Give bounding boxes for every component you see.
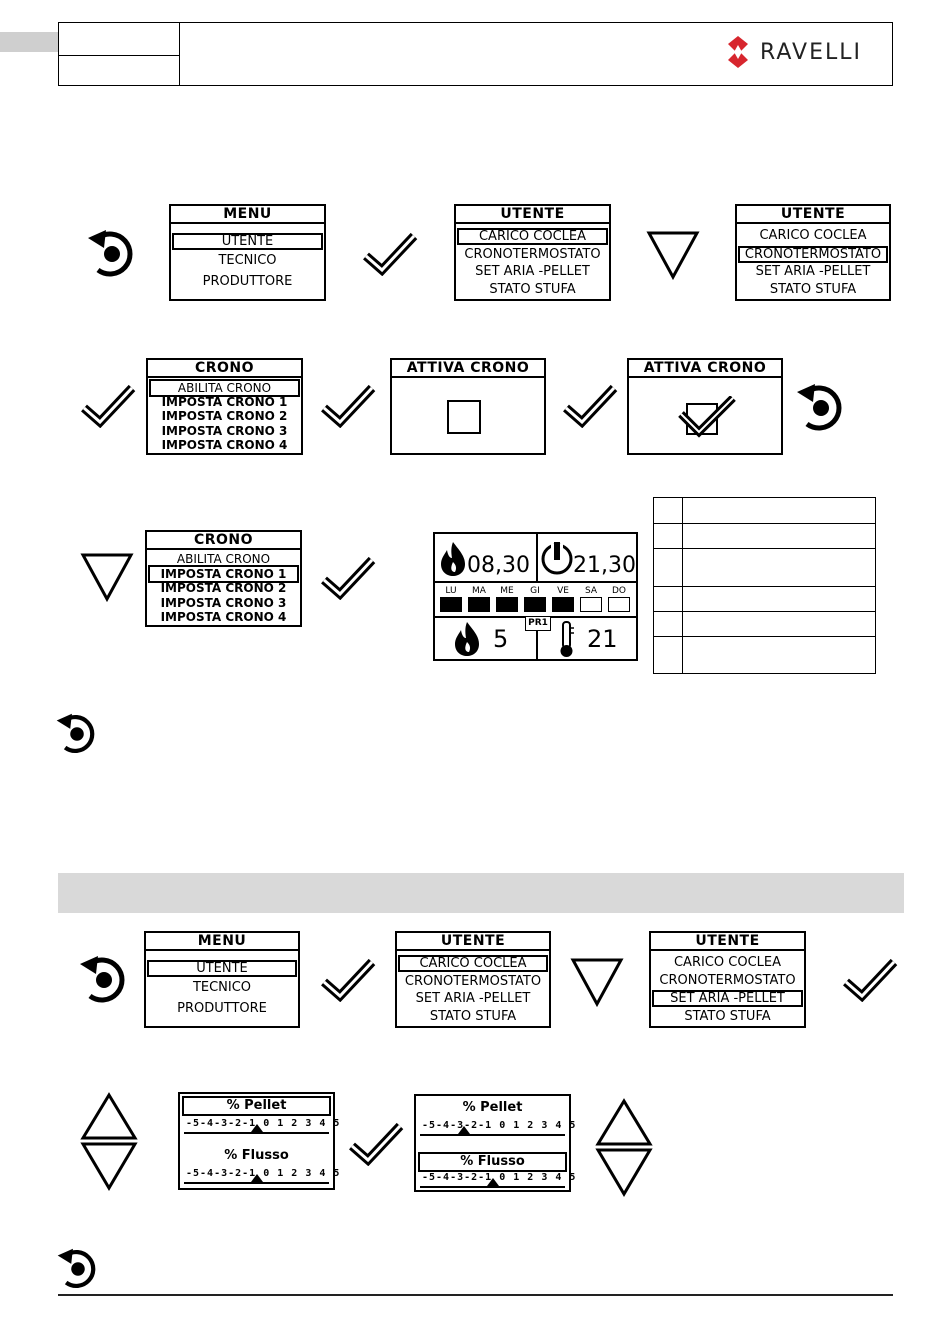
crono-item-imposta-4[interactable]: IMPOSTA CRONO 4 <box>160 610 287 624</box>
table-row <box>654 523 875 549</box>
utente-item-crono[interactable]: CRONOTERMOSTATO <box>464 247 601 262</box>
back-icon <box>795 382 847 434</box>
day-cell <box>579 586 603 614</box>
utente-item-stato[interactable]: STATO STUFA <box>769 282 857 297</box>
lcd-menu <box>169 204 326 301</box>
program-badge: PR1 <box>525 616 551 631</box>
pellet-scale: -5-4-3-2-1 0 1 2 3 4 5 <box>422 1120 577 1131</box>
lcd-title: CRONO <box>147 532 300 550</box>
day-label: SA <box>584 586 598 596</box>
crono-item-abilita[interactable]: ABILITA CRONO <box>176 552 271 566</box>
crono-item-abilita[interactable]: ABILITA CRONO <box>149 379 300 397</box>
utente-item-set-aria[interactable]: SET ARIA -PELLET <box>652 990 803 1007</box>
flusso-marker[interactable] <box>251 1174 263 1182</box>
crono-item-imposta-2[interactable]: IMPOSTA CRONO 2 <box>160 581 287 595</box>
menu-item-tecnico[interactable]: TECNICO <box>218 253 277 268</box>
crono-item-imposta-1[interactable]: IMPOSTA CRONO 1 <box>161 395 288 409</box>
flusso-scale: -5-4-3-2-1 0 1 2 3 4 5 <box>186 1168 341 1179</box>
day-label: LU <box>445 586 457 596</box>
pellet-marker[interactable] <box>458 1126 470 1134</box>
utente-item-stato[interactable]: STATO STUFA <box>489 282 576 297</box>
day-inactive-box <box>580 597 602 612</box>
utente-item-set-aria[interactable]: SET ARIA -PELLET <box>475 264 590 279</box>
down-arrow-icon <box>80 552 134 602</box>
utente-item-carico[interactable]: CARICO COCLEA <box>457 228 608 245</box>
checked-checkbox-icon[interactable] <box>677 396 737 438</box>
day-inactive-box <box>608 597 630 612</box>
day-label: GI <box>530 586 540 596</box>
check-icon <box>320 956 376 1002</box>
day-cell <box>495 586 519 614</box>
flusso-scale: -5-4-3-2-1 0 1 2 3 4 5 <box>422 1172 577 1183</box>
day-label: ME <box>500 586 514 596</box>
lcd-utente-3 <box>395 931 551 1028</box>
day-active-box <box>496 597 518 612</box>
lcd-attiva-on <box>627 358 783 455</box>
power-level: 5 <box>493 625 509 653</box>
utente-item-set-aria[interactable]: SET ARIA -PELLET <box>755 264 871 279</box>
lcd-title: MENU <box>171 206 324 224</box>
table-row <box>654 548 875 587</box>
lcd-slider-2 <box>414 1094 577 1192</box>
on-time: 08,30 <box>467 553 530 578</box>
day-active-box <box>524 597 546 612</box>
crono-item-imposta-3[interactable]: IMPOSTA CRONO 3 <box>161 424 288 438</box>
section-header-bar <box>58 873 904 913</box>
utente-item-crono[interactable]: CRONOTERMOSTATO <box>738 246 888 263</box>
check-icon <box>842 956 898 1002</box>
flusso-label: % Flusso <box>224 1148 289 1163</box>
lcd-title: ATTIVA CRONO <box>392 360 544 378</box>
lcd-status <box>433 532 638 661</box>
day-active-box <box>468 597 490 612</box>
flame-icon <box>439 540 467 578</box>
flusso-label-selected[interactable]: % Flusso <box>418 1152 567 1172</box>
menu-item-produttore[interactable]: PRODUTTORE <box>177 1001 267 1016</box>
lcd-title: UTENTE <box>651 933 804 951</box>
days-row <box>439 586 634 614</box>
crono-item-imposta-2[interactable]: IMPOSTA CRONO 2 <box>161 409 288 423</box>
pellet-label: % Pellet <box>462 1100 523 1115</box>
crono-item-imposta-1[interactable]: IMPOSTA CRONO 1 <box>148 565 299 583</box>
temperature: 21 <box>587 625 618 653</box>
utente-item-crono[interactable]: CRONOTERMOSTATO <box>659 973 796 988</box>
lcd-crono-2 <box>145 530 302 627</box>
lcd-menu-2 <box>144 931 300 1028</box>
day-label: VE <box>557 586 569 596</box>
lcd-title: UTENTE <box>397 933 549 951</box>
lcd-title: UTENTE <box>737 206 889 224</box>
lcd-utente-1 <box>454 204 611 301</box>
check-icon <box>320 554 376 600</box>
flusso-marker[interactable] <box>487 1178 499 1186</box>
brand-name: RAVELLI <box>760 40 862 65</box>
pellet-marker[interactable] <box>251 1124 263 1132</box>
crono-item-imposta-4[interactable]: IMPOSTA CRONO 4 <box>161 438 288 452</box>
day-active-box <box>552 597 574 612</box>
check-icon <box>362 230 418 276</box>
lcd-slider-1 <box>178 1092 341 1190</box>
lcd-utente-4 <box>649 931 806 1028</box>
check-icon <box>348 1120 404 1166</box>
table-row <box>654 586 875 612</box>
pellet-scale: -5-4-3-2-1 0 1 2 3 4 5 <box>186 1118 341 1129</box>
brand-logo <box>726 34 876 70</box>
menu-item-produttore[interactable]: PRODUTTORE <box>202 274 293 289</box>
utente-item-carico[interactable]: CARICO COCLEA <box>759 228 867 243</box>
down-arrow-icon <box>569 957 625 1007</box>
lcd-title: ATTIVA CRONO <box>629 360 781 378</box>
flame-icon <box>453 620 481 658</box>
page-tab <box>0 32 58 52</box>
table-row <box>654 498 875 524</box>
check-icon <box>80 382 136 428</box>
back-icon <box>56 1247 100 1291</box>
lcd-title: UTENTE <box>456 206 609 224</box>
back-icon <box>78 954 130 1006</box>
back-icon <box>86 228 138 280</box>
empty-checkbox[interactable] <box>447 400 481 434</box>
table-row <box>654 611 875 637</box>
menu-item-utente[interactable]: UTENTE <box>172 233 323 250</box>
utente-item-carico[interactable]: CARICO COCLEA <box>398 955 548 972</box>
day-cell <box>607 586 631 614</box>
up-down-arrows-icon <box>595 1098 653 1198</box>
crono-item-imposta-3[interactable]: IMPOSTA CRONO 3 <box>160 596 287 610</box>
menu-item-utente[interactable]: UTENTE <box>147 960 297 977</box>
check-icon <box>320 382 376 428</box>
off-time: 21,30 <box>573 553 636 578</box>
lcd-attiva-off <box>390 358 546 455</box>
table-row <box>654 636 875 673</box>
utente-item-crono[interactable]: CRONOTERMOSTATO <box>404 974 542 989</box>
utente-item-set-aria[interactable]: SET ARIA -PELLET <box>415 991 531 1006</box>
legend-table <box>653 497 876 674</box>
power-icon <box>540 540 574 576</box>
day-active-box <box>440 597 462 612</box>
lcd-title: MENU <box>146 933 298 951</box>
thermometer-icon <box>555 620 579 660</box>
lcd-title: CRONO <box>148 360 301 378</box>
footer-rule <box>58 1294 893 1296</box>
utente-item-carico[interactable]: CARICO COCLEA <box>673 955 781 970</box>
day-cell <box>439 586 463 614</box>
day-label: DO <box>611 586 626 596</box>
lcd-crono-1 <box>146 358 303 455</box>
day-cell <box>551 586 575 614</box>
down-arrow-icon <box>646 230 700 280</box>
back-icon <box>55 712 99 756</box>
check-icon <box>562 382 618 428</box>
lcd-utente-2 <box>735 204 891 301</box>
menu-item-tecnico[interactable]: TECNICO <box>192 980 252 995</box>
day-cell <box>523 586 547 614</box>
utente-item-stato[interactable]: STATO STUFA <box>429 1009 517 1024</box>
pellet-label-selected[interactable]: % Pellet <box>182 1096 331 1116</box>
utente-item-stato[interactable]: STATO STUFA <box>684 1009 771 1024</box>
day-label: MA <box>472 586 486 596</box>
day-cell <box>467 586 491 614</box>
up-down-arrows-icon <box>80 1092 138 1192</box>
